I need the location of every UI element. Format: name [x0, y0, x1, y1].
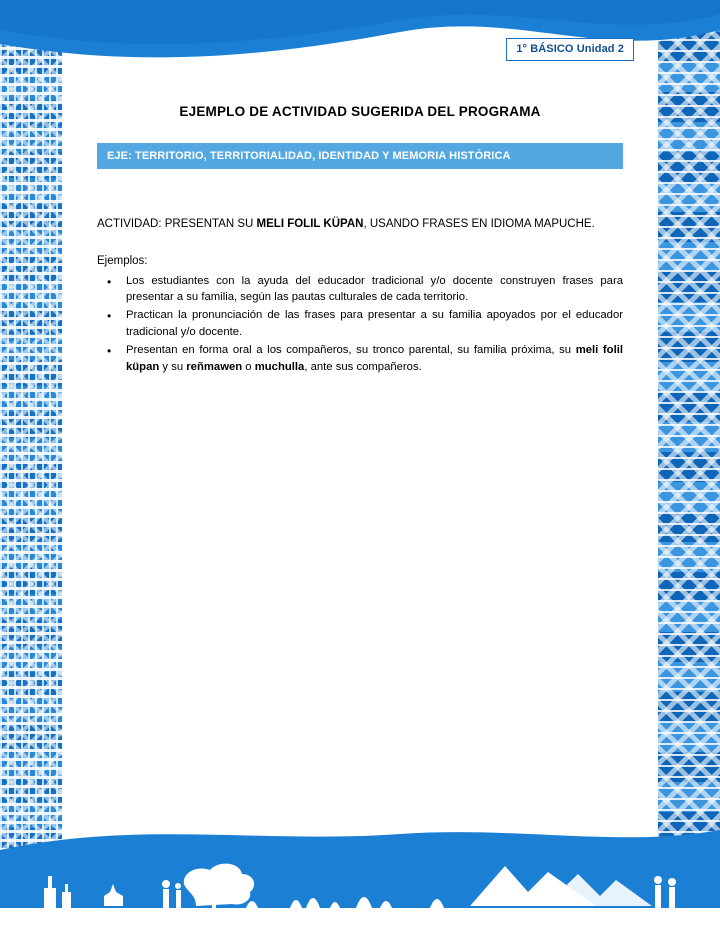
left-border-pattern	[0, 0, 62, 932]
list-item-text: Los estudiantes con la ayuda del educador tradicional y/o docente construyen frases para presentar a su familia, según las pautas culturales de cada territorio.	[126, 274, 623, 304]
unit-badge: 1° BÁSICO Unidad 2	[506, 38, 634, 61]
examples-label: Ejemplos:	[97, 254, 148, 267]
axis-banner: EJE: TERRITORIO, TERRITORIALIDAD, IDENTIDAD Y MEMORIA HISTÓRICA	[97, 143, 623, 169]
activity-term: MELI FOLIL KÜPAN	[256, 218, 364, 230]
main-content	[97, 104, 623, 377]
activity-prefix: ACTIVIDAD: PRESENTAN SU	[97, 218, 257, 230]
list-item	[97, 307, 623, 341]
emphasized-term: meli folil küpan	[126, 344, 623, 374]
emphasized-term: muchulla	[254, 361, 305, 374]
mapuche-textile-pattern-icon	[0, 0, 62, 932]
emphasized-term: reñmawen	[186, 361, 243, 374]
list-item-text: Presentan en forma oral a los compañeros, su tronco parental, su familia próxima, su	[126, 344, 576, 357]
list-item-text: Practican la pronunciación de las frases para presentar a su familia apoyados por el educador tradicional y/o docente.	[126, 309, 623, 339]
activity-statement	[97, 217, 623, 233]
right-border-pattern	[658, 0, 720, 932]
mapuche-textile-pattern-icon	[658, 0, 720, 932]
page-title: EJEMPLO DE ACTIVIDAD SUGERIDA DEL PROGRAMA	[179, 104, 541, 119]
list-item-text: o	[242, 361, 255, 374]
list-item	[97, 342, 623, 376]
list-item-text: y su	[159, 361, 187, 374]
list-item-text: , ante sus compañeros.	[304, 361, 422, 374]
bottom-landscape-band	[0, 814, 720, 932]
list-item	[97, 273, 623, 307]
examples-list	[97, 273, 623, 377]
activity-suffix: , USANDO FRASES EN IDIOMA MAPUCHE.	[363, 218, 595, 230]
